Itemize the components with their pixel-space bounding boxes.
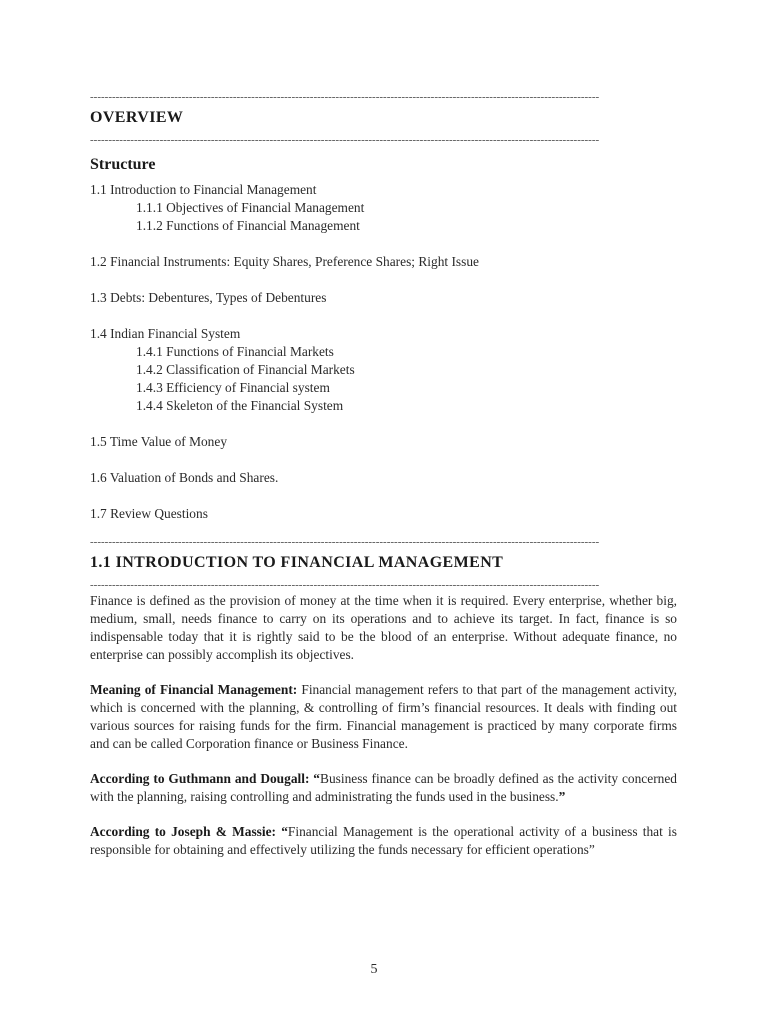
dashed-rule: ------------------------------------------------------------------------------------------------------------------------------------------- xyxy=(90,580,600,590)
dashed-rule: ------------------------------------------------------------------------------------------------------------------------------------------- xyxy=(90,537,600,547)
overview-heading: OVERVIEW xyxy=(90,109,184,126)
paragraph-lead: According to Joseph & Massie: “ xyxy=(90,824,288,839)
document-page xyxy=(90,92,677,859)
toc-subitem: 1.4.1 Functions of Financial Markets xyxy=(136,344,334,359)
toc-item: 1.3 Debts: Debentures, Types of Debentures xyxy=(90,290,327,305)
table-of-contents xyxy=(90,181,677,523)
toc-item: 1.1 Introduction to Financial Management xyxy=(90,182,317,197)
paragraph-body: Business finance can be broadly defined as the activity concerned with the planning, raising controlling and administrating the funds used in the business. xyxy=(90,771,677,804)
paragraph-lead: According to Guthmann and Dougall: “ xyxy=(90,771,321,786)
toc-item: 1.6 Valuation of Bonds and Shares. xyxy=(90,470,279,485)
paragraph-joseph-massie xyxy=(90,823,677,859)
paragraph-body: Financial Management is the operational activity of a business that is responsible for obtaining and effectively utilizing the funds necessary for efficient operations” xyxy=(90,824,677,857)
section-heading: 1.1 INTRODUCTION TO FINANCIAL MANAGEMENT xyxy=(90,554,504,571)
paragraph-finance-definition: Finance is defined as the provision of money at the time when it is required. Every enterprise, whether big, medium, small, needs finance to carry on its operations and to achieve its target. In fact, finance is so indispensable today that it is rightly said to be the blood of an enterprise. Without adequate finance, no enterprise can possibly accomplish its objectives. xyxy=(90,593,677,662)
closing-quote: ” xyxy=(558,789,566,804)
toc-item: 1.2 Financial Instruments: Equity Shares, Preference Shares; Right Issue xyxy=(90,254,479,269)
toc-subitem: 1.4.3 Efficiency of Financial system xyxy=(136,380,330,395)
dashed-rule: ------------------------------------------------------------------------------------------------------------------------------------------- xyxy=(90,92,600,102)
toc-subitem: 1.4.4 Skeleton of the Financial System xyxy=(136,398,344,413)
toc-item: 1.4 Indian Financial System xyxy=(90,326,241,341)
structure-title: Structure xyxy=(90,156,156,173)
page-number: 5 xyxy=(370,962,378,977)
paragraph-body: Financial management refers to that part of the management activity, which is concerned with the planning, & controlling of firm’s financial resources. It deals with finding out various sources for raising funds for the firm. Financial management is practiced by many corporate firms and can be called Corporation finance or Business Finance. xyxy=(90,682,677,751)
paragraph-lead: Meaning of Financial Management: xyxy=(90,682,298,697)
toc-subitem: 1.1.2 Functions of Financial Management xyxy=(136,218,360,233)
toc-item: 1.5 Time Value of Money xyxy=(90,434,228,449)
toc-subitem: 1.4.2 Classification of Financial Markets xyxy=(136,362,355,377)
dashed-rule: ------------------------------------------------------------------------------------------------------------------------------------------- xyxy=(90,135,600,145)
paragraph-meaning xyxy=(90,681,677,753)
paragraph-guthmann xyxy=(90,770,677,806)
toc-item: 1.7 Review Questions xyxy=(90,506,208,521)
toc-subitem: 1.1.1 Objectives of Financial Management xyxy=(136,200,365,215)
